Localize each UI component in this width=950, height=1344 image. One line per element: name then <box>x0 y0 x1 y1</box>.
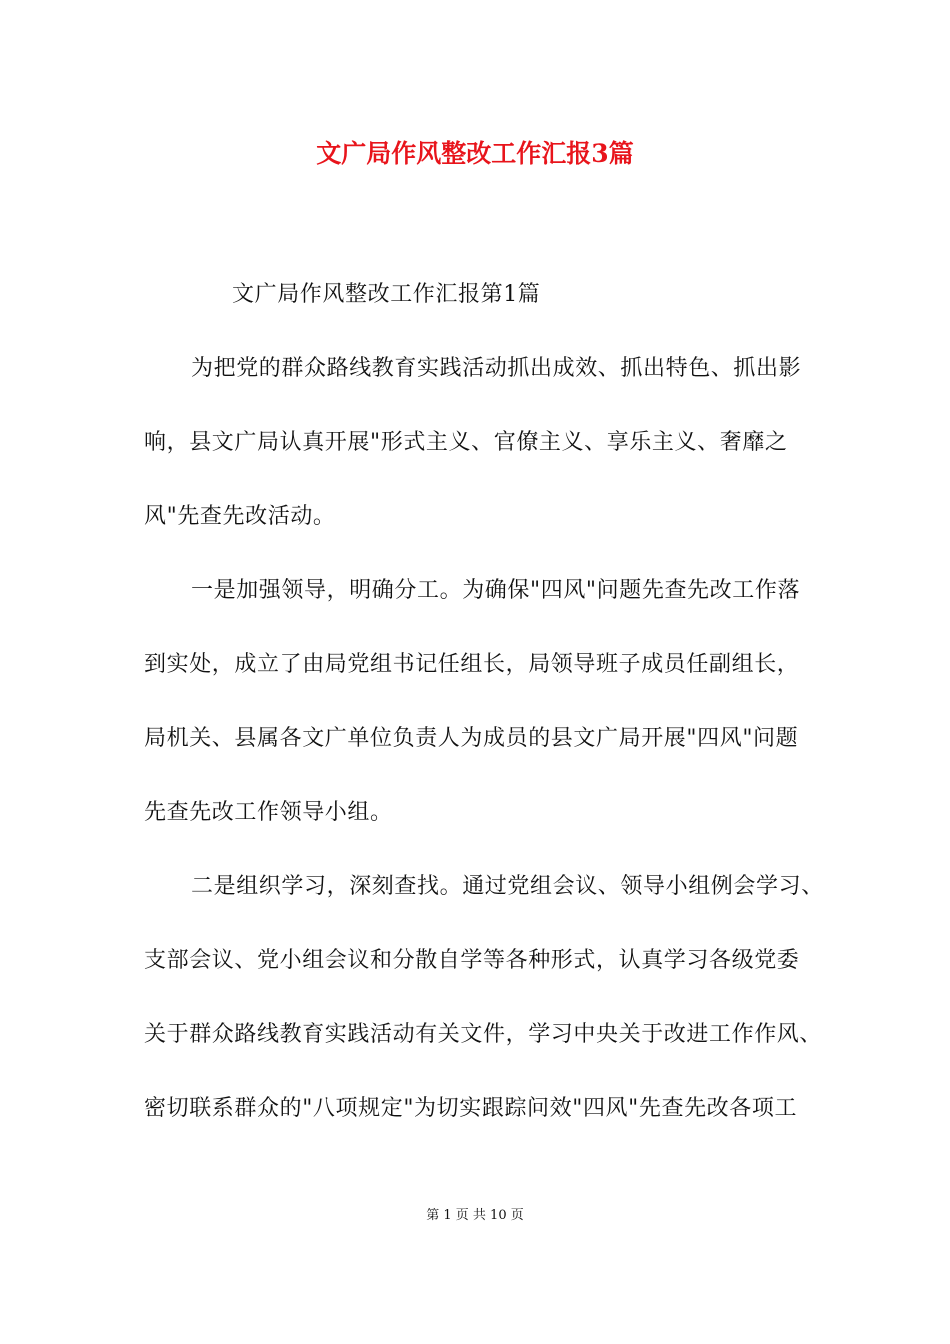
paragraph-line: 响，县文广局认真开展"形式主义、官僚主义、享乐主义、奢靡之 <box>144 430 788 455</box>
section-heading: 文广局作风整改工作汇报第1篇 <box>232 282 541 307</box>
paragraph-line: 先查先改工作领导小组。 <box>144 800 393 825</box>
paragraph-line: 为把党的群众路线教育实践活动抓出成效、抓出特色、抓出影 <box>191 356 802 381</box>
paragraph-line: 二是组织学习，深刻查找。通过党组会议、领导小组例会学习、 <box>191 874 824 899</box>
page-number-footer: 第 1 页 共 10 页 <box>426 1208 524 1223</box>
paragraph-line: 风"先查先改活动。 <box>144 504 336 529</box>
paragraph-line: 到实处，成立了由局党组书记任组长，局领导班子成员任副组长， <box>144 652 800 677</box>
paragraph-line: 一是加强领导，明确分工。为确保"四风"问题先查先改工作落 <box>191 578 801 603</box>
paragraph-line: 支部会议、党小组会议和分散自学等各种形式，认真学习各级党委 <box>144 948 800 973</box>
paragraph-line: 局机关、县属各文广单位负责人为成员的县文广局开展"四风"问题 <box>144 726 799 751</box>
document-title: 文广局作风整改工作汇报3篇 <box>316 139 634 168</box>
paragraph-line: 密切联系群众的"八项规定"为切实跟踪问效"四风"先查先改各项工 <box>144 1096 798 1121</box>
paragraph-line: 关于群众路线教育实践活动有关文件，学习中央关于改进工作作风、 <box>144 1022 823 1047</box>
